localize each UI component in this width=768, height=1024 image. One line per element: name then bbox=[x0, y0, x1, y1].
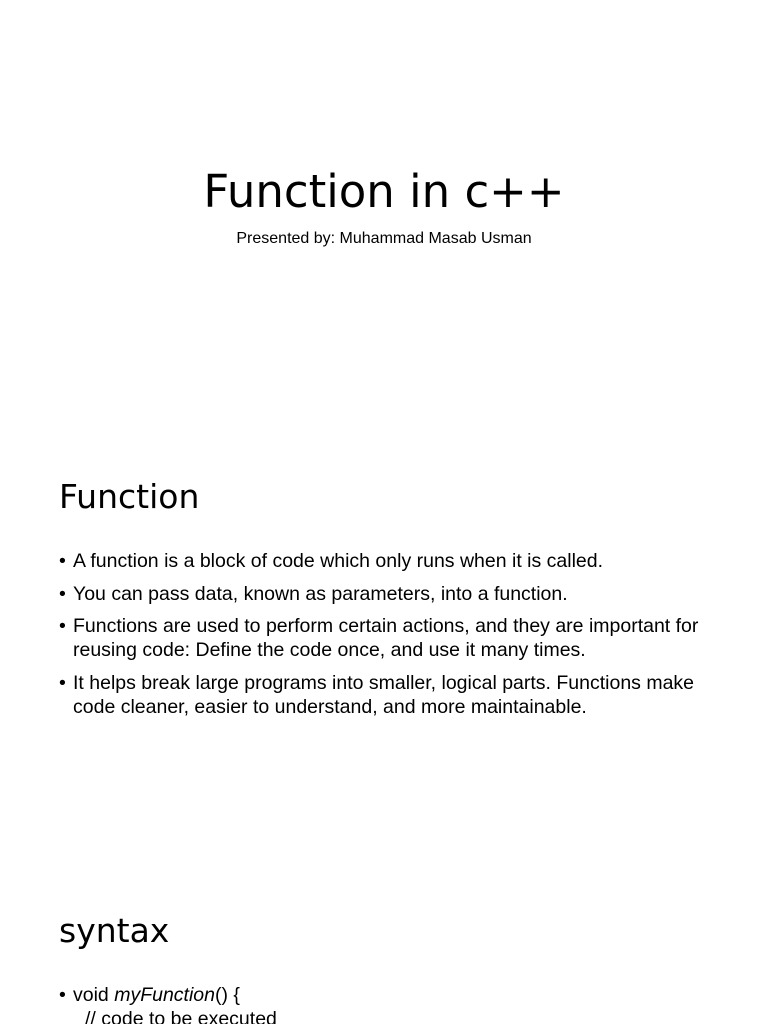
bullet-text: It helps break large programs into smaller, logical parts. Functions make code cleaner, easier to understand, and more maintainable. bbox=[73, 671, 695, 718]
bullet-dot: • bbox=[59, 984, 66, 1006]
bullet-item bbox=[59, 671, 719, 719]
code-signature-rest: () { bbox=[215, 984, 240, 1006]
code-bullet-item bbox=[59, 983, 719, 1024]
code-signature-line bbox=[73, 983, 719, 1007]
presentation-title: Function in c++ bbox=[203, 165, 565, 218]
bullet-dot: • bbox=[59, 671, 66, 694]
bullet-item bbox=[59, 549, 719, 573]
function-slide bbox=[0, 432, 768, 864]
bullet-item bbox=[59, 582, 719, 606]
slide-heading: syntax bbox=[59, 911, 170, 950]
syntax-slide bbox=[0, 864, 768, 1024]
bullet-text: A function is a block of code which only runs when it is called. bbox=[73, 550, 604, 572]
bullet-item bbox=[59, 614, 719, 662]
bullet-dot: • bbox=[59, 550, 66, 572]
bullet-dot: • bbox=[59, 615, 66, 637]
presenter-subtitle: Presented by: Muhammad Masab Usman bbox=[236, 230, 532, 247]
bullet-list bbox=[59, 983, 719, 1024]
slide-heading: Function bbox=[59, 477, 200, 516]
code-keyword: void bbox=[73, 984, 115, 1006]
code-function-name: myFunction bbox=[114, 984, 215, 1006]
title-slide bbox=[0, 0, 768, 432]
code-body-comment: // code to be executed bbox=[85, 1008, 277, 1024]
bullet-text: Functions are used to perform certain actions, and they are important for reusing code: Define the code once, and use it many times. bbox=[73, 615, 699, 661]
bullet-text: You can pass data, known as parameters, into a function. bbox=[73, 582, 568, 605]
bullet-list bbox=[59, 549, 719, 727]
bullet-dot: • bbox=[59, 582, 66, 605]
